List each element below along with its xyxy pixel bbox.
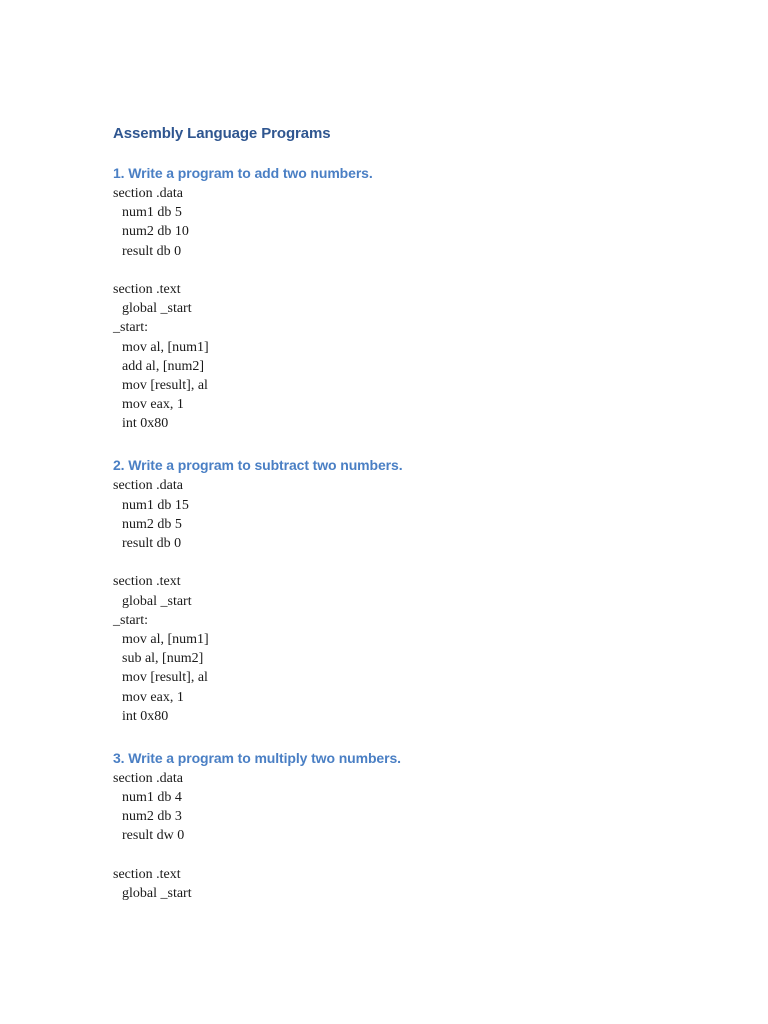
code-line: add al, [num2] — [122, 358, 205, 374]
code-block-3 — [113, 769, 713, 903]
code-line: result db 0 — [122, 536, 182, 551]
program-section-3 — [113, 747, 713, 903]
code-line: mov eax, 1 — [122, 689, 184, 705]
code-block-2 — [113, 476, 713, 725]
code-line: mov al, [num1] — [122, 631, 209, 647]
program-section-1 — [113, 162, 713, 433]
program-section-2 — [113, 454, 713, 725]
code-line: int 0x80 — [122, 416, 169, 432]
programs-list — [113, 162, 713, 903]
code-line: _start: — [113, 320, 148, 336]
code-line: section .text — [113, 281, 181, 297]
code-line: section .data — [113, 770, 183, 786]
code-line: num2 db 5 — [122, 516, 182, 532]
code-line: mov eax, 1 — [122, 397, 184, 413]
program-heading-3: 3. Write a program to multiply two numbers. — [113, 749, 401, 766]
code-line: global _start — [122, 593, 192, 609]
blank-line — [113, 261, 713, 280]
code-line: mov [result], al — [122, 377, 208, 393]
document-content — [113, 123, 713, 903]
code-line: mov al, [num1] — [122, 339, 209, 355]
code-line: num1 db 5 — [122, 205, 182, 221]
code-line: num1 db 4 — [122, 790, 182, 806]
blank-line — [113, 553, 713, 572]
code-line: global _start — [122, 886, 192, 901]
code-line: num1 db 15 — [122, 497, 189, 513]
code-line: section .data — [113, 478, 183, 494]
code-line: result dw 0 — [122, 828, 185, 844]
code-line: result db 0 — [122, 243, 182, 259]
code-line: int 0x80 — [122, 708, 169, 724]
program-heading-1: 1. Write a program to add two numbers. — [113, 165, 373, 181]
code-line: num2 db 10 — [122, 224, 189, 240]
code-line: mov [result], al — [122, 670, 208, 686]
code-line: _start: — [113, 612, 148, 628]
code-line: num2 db 3 — [122, 809, 182, 825]
program-heading-2: 2. Write a program to subtract two numbers. — [113, 457, 403, 474]
code-line: section .data — [113, 186, 183, 201]
code-line: section .text — [113, 866, 181, 882]
code-line: section .text — [113, 574, 181, 590]
blank-line — [113, 846, 713, 865]
code-block-1 — [113, 184, 713, 433]
code-line: global _start — [122, 301, 192, 317]
document-title: Assembly Language Programs — [113, 125, 331, 142]
code-line: sub al, [num2] — [122, 651, 204, 667]
